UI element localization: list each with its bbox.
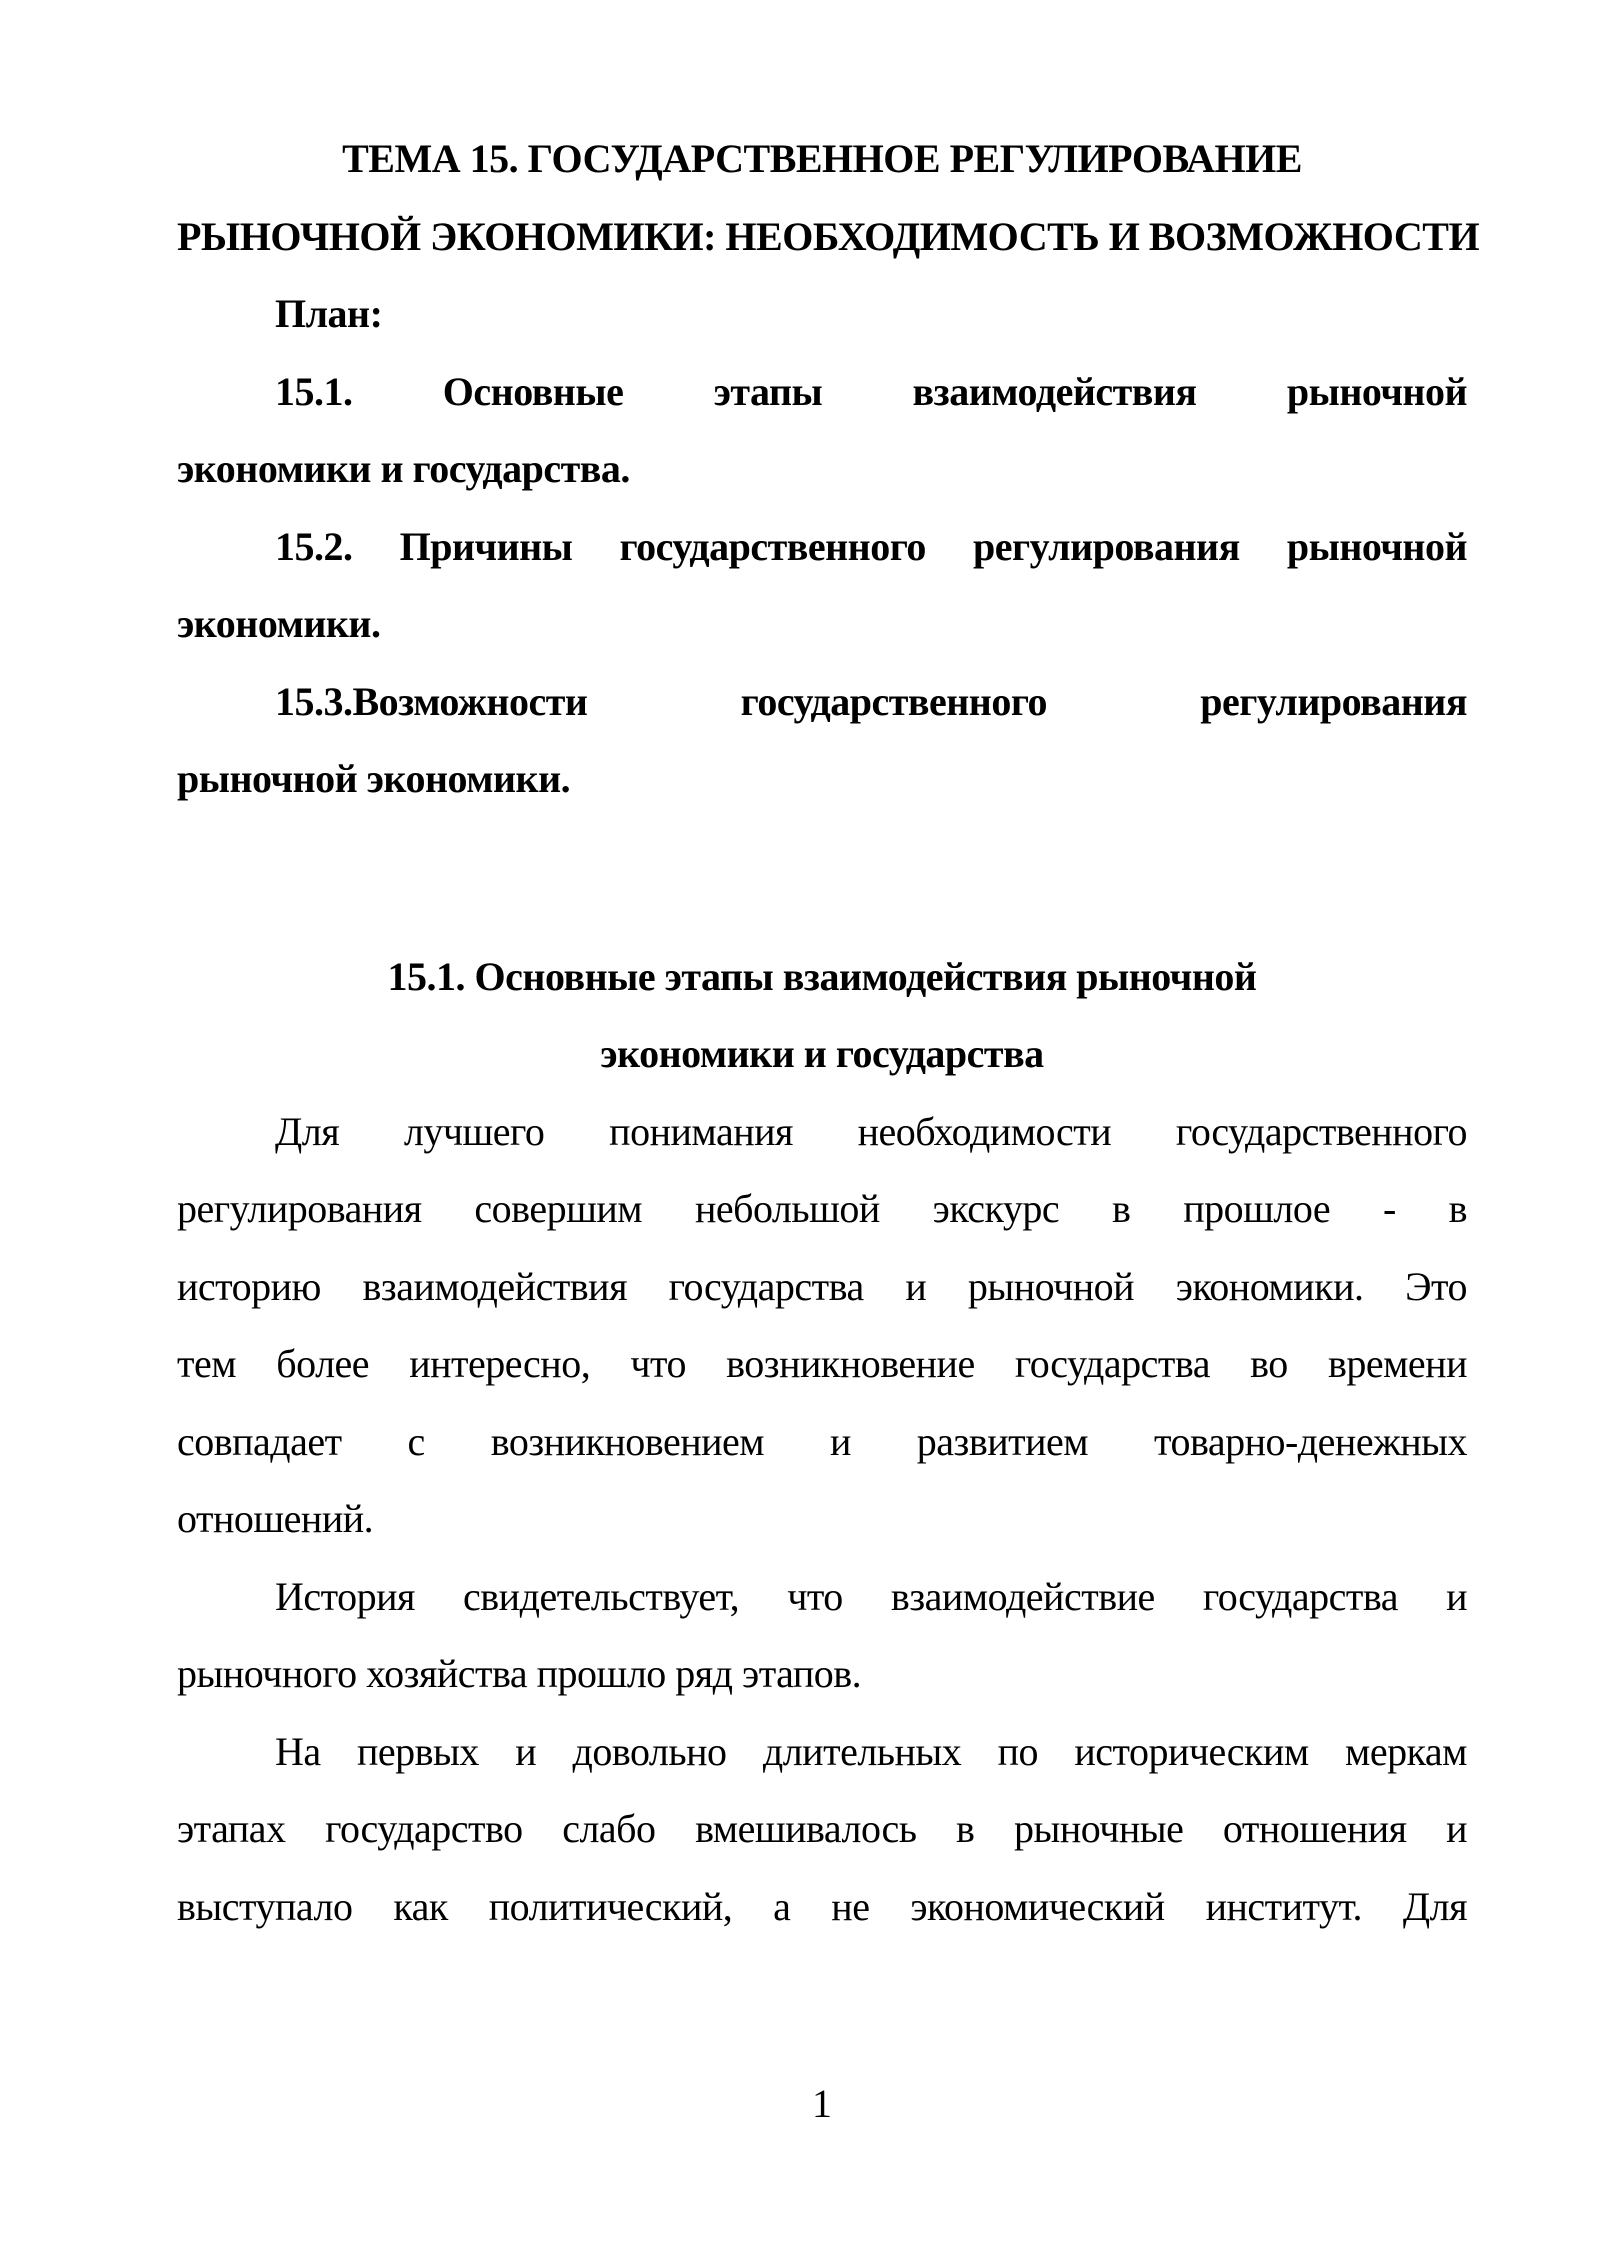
body-text-line: рыночного хозяйства прошло ряд этапов.: [177, 1651, 862, 1696]
body-text-line: совпадает с возникновением и развитием товарно-денежных: [177, 1418, 1467, 1464]
body-text-line: На первых и довольно длительных по историческим меркам: [275, 1728, 1467, 1774]
plan-item-3-line-2: рыночной экономики.: [177, 756, 571, 801]
body-text-line: История свидетельствует, что взаимодействие государства и: [275, 1573, 1467, 1619]
plan-item-1-line-1: 15.1. Основные этапы взаимодействия рыночной: [275, 368, 1467, 414]
plan-item-2-line-1: 15.2. Причины государственного регулирования рыночной: [275, 523, 1467, 569]
plan-section: [177, 275, 1467, 818]
body-paragraph-3: [177, 1713, 1467, 1946]
body-text-line: выступало как политический, а не экономический институт. Для: [177, 1883, 1467, 1929]
body-paragraph-2: [177, 1558, 1467, 1713]
body-text-line: этапах государство слабо вмешивалось в рыночные отношения и: [177, 1806, 1467, 1851]
title-line-2: РЫНОЧНОЙ ЭКОНОМИКИ: НЕОБХОДИМОСТЬ И ВОЗМОЖНОСТИ: [177, 213, 1480, 259]
body-text-line: тем более интересно, что возникновение государства во времени: [177, 1341, 1467, 1386]
body-paragraph-1: [177, 1093, 1467, 1558]
section-heading-line-1: 15.1. Основные этапы взаимодействия рыночной: [387, 953, 1257, 999]
plan-item-2-line-2: экономики.: [177, 601, 381, 646]
section-heading-line-2: экономики и государства: [600, 1031, 1044, 1076]
body-text-line: отношений.: [177, 1496, 374, 1541]
body-text-line: регулирования совершим небольшой экскурс в прошлое - в: [177, 1186, 1467, 1231]
plan-item-3-line-1: 15.3.Возможности государственного регулирования: [275, 678, 1467, 724]
plan-item-1-line-2: экономики и государства.: [177, 446, 630, 491]
body-text-line: Для лучшего понимания необходимости государственного: [275, 1108, 1467, 1154]
body-text-line: историю взаимодействия государства и рыночной экономики. Это: [177, 1263, 1467, 1309]
document-title: [177, 120, 1480, 275]
page-number: 1: [812, 2081, 832, 2126]
plan-label: План:: [275, 291, 383, 336]
blank-line-spacer: [177, 818, 1467, 938]
title-line-1: ТЕМА 15. ГОСУДАРСТВЕННОЕ РЕГУЛИРОВАНИЕ: [342, 136, 1302, 181]
section-heading: [177, 938, 1467, 1093]
